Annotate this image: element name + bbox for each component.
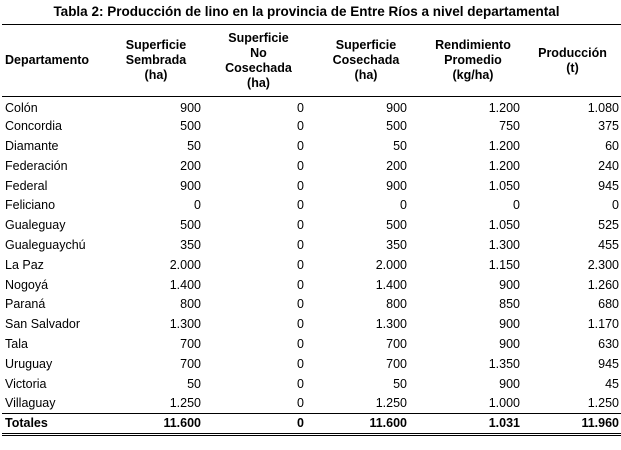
cell-superficie-sembrada: 800 xyxy=(180,297,201,312)
table-row xyxy=(2,215,621,235)
total-rendimiento: 1.031 xyxy=(488,416,520,431)
cell-superficie-no-cosechada: 0 xyxy=(297,277,304,292)
cell-superficie-cosechada: 900 xyxy=(386,101,407,116)
header-superficie-sembrada xyxy=(105,25,207,97)
cell-superficie-cosechada: 0 xyxy=(400,198,407,213)
cell-departamento: Gualeguaychú xyxy=(5,237,86,252)
cell-superficie-cosechada: 800 xyxy=(386,297,407,312)
table-row xyxy=(2,314,621,334)
cell-rendimiento: 1.200 xyxy=(488,158,520,173)
cell-produccion: 2.300 xyxy=(587,257,619,272)
cell-produccion: 945 xyxy=(598,356,619,371)
cell-superficie-cosechada: 700 xyxy=(386,356,407,371)
header-row xyxy=(2,25,621,97)
cell-rendimiento: 1.200 xyxy=(488,138,520,153)
header-produccion xyxy=(524,25,621,97)
cell-departamento: Nogoyá xyxy=(5,277,49,292)
cell-superficie-no-cosechada: 0 xyxy=(297,158,304,173)
cell-superficie-no-cosechada: 0 xyxy=(297,178,304,193)
header-departamento xyxy=(2,25,105,97)
cell-superficie-sembrada: 900 xyxy=(180,101,201,116)
table-row xyxy=(2,354,621,374)
table-row xyxy=(2,294,621,314)
table-row xyxy=(2,97,621,117)
header-line: Rendimiento xyxy=(435,38,511,52)
header-line: Departamento xyxy=(5,53,90,67)
cell-departamento: Uruguay xyxy=(5,356,53,371)
header-superficie-no-cosechada xyxy=(207,25,310,97)
cell-superficie-cosechada: 1.400 xyxy=(375,277,407,292)
table-row xyxy=(2,393,621,413)
cell-departamento: La Paz xyxy=(5,257,44,272)
cell-departamento: Gualeguay xyxy=(5,218,66,233)
cell-superficie-cosechada: 50 xyxy=(393,138,407,153)
header-line: (ha) xyxy=(247,75,270,90)
cell-produccion: 455 xyxy=(598,237,619,252)
header-rendimiento-promedio xyxy=(422,25,524,97)
cell-superficie-sembrada: 900 xyxy=(180,178,201,193)
cell-rendimiento: 1.050 xyxy=(488,178,520,193)
cell-departamento: Diamante xyxy=(5,138,59,153)
cell-rendimiento: 900 xyxy=(499,336,520,351)
cell-superficie-sembrada: 2.000 xyxy=(169,257,201,272)
total-superficie-no-cosechada: 0 xyxy=(297,416,304,431)
cell-superficie-no-cosechada: 0 xyxy=(297,138,304,153)
totals-label: Totales xyxy=(5,416,48,431)
cell-rendimiento: 1.150 xyxy=(488,257,520,272)
cell-superficie-no-cosechada: 0 xyxy=(297,356,304,371)
header-line: Superficie xyxy=(125,38,187,52)
cell-departamento: Feliciano xyxy=(5,198,56,213)
cell-rendimiento: 1.300 xyxy=(488,237,520,252)
header-line: No xyxy=(250,45,267,60)
table-row xyxy=(2,255,621,275)
cell-rendimiento: 850 xyxy=(499,297,520,312)
cell-superficie-no-cosechada: 0 xyxy=(297,218,304,233)
cell-departamento: Tala xyxy=(5,336,28,351)
cell-superficie-sembrada: 1.400 xyxy=(169,277,201,292)
table-title: Tabla 2: Producción de lino en la provincia de Entre Ríos a nivel departamental xyxy=(53,4,560,19)
cell-superficie-cosechada: 1.250 xyxy=(375,396,407,411)
cell-superficie-sembrada: 500 xyxy=(180,119,201,134)
cell-superficie-no-cosechada: 0 xyxy=(297,257,304,272)
cell-departamento: Federal xyxy=(5,178,48,193)
table-row xyxy=(2,374,621,394)
table-row xyxy=(2,275,621,295)
header-line: Superficie xyxy=(335,38,397,52)
header-line: Producción xyxy=(538,45,607,60)
cell-rendimiento: 1.050 xyxy=(488,218,520,233)
cell-superficie-no-cosechada: 0 xyxy=(297,119,304,134)
table-row xyxy=(2,176,621,196)
total-superficie-sembrada: 11.600 xyxy=(163,416,201,431)
header-line: Cosechada xyxy=(332,53,400,67)
cell-departamento: Concordia xyxy=(5,119,62,134)
cell-superficie-no-cosechada: 0 xyxy=(297,198,304,213)
header-line: Promedio xyxy=(444,53,502,67)
cell-produccion: 945 xyxy=(598,178,619,193)
cell-superficie-sembrada: 1.300 xyxy=(169,317,201,332)
cell-superficie-no-cosechada: 0 xyxy=(297,297,304,312)
cell-rendimiento: 900 xyxy=(499,277,520,292)
cell-rendimiento: 1.350 xyxy=(488,356,520,371)
cell-produccion: 680 xyxy=(598,297,619,312)
cell-superficie-sembrada: 0 xyxy=(194,198,201,213)
cell-superficie-cosechada: 500 xyxy=(386,218,407,233)
total-superficie-cosechada: 11.600 xyxy=(369,416,407,431)
cell-produccion: 375 xyxy=(598,119,619,134)
total-produccion: 11.960 xyxy=(581,416,619,431)
cell-departamento: Federación xyxy=(5,158,68,173)
header-line: (t) xyxy=(566,60,579,75)
table-row xyxy=(2,334,621,354)
cell-produccion: 1.250 xyxy=(587,396,619,411)
cell-superficie-sembrada: 200 xyxy=(180,158,201,173)
cell-produccion: 60 xyxy=(605,138,619,153)
table-body xyxy=(2,97,621,414)
header-line: (ha) xyxy=(354,68,378,82)
cell-produccion: 525 xyxy=(598,218,619,233)
cell-produccion: 240 xyxy=(598,158,619,173)
table-header xyxy=(2,25,621,97)
cell-superficie-sembrada: 700 xyxy=(180,356,201,371)
cell-superficie-no-cosechada: 0 xyxy=(297,237,304,252)
table-row xyxy=(2,116,621,136)
cell-superficie-no-cosechada: 0 xyxy=(297,396,304,411)
cell-rendimiento: 0 xyxy=(513,198,520,213)
header-line: Superficie xyxy=(228,30,289,45)
cell-superficie-sembrada: 1.250 xyxy=(169,396,201,411)
cell-superficie-sembrada: 500 xyxy=(180,218,201,233)
cell-superficie-cosechada: 500 xyxy=(386,119,407,134)
cell-rendimiento: 1.000 xyxy=(488,396,520,411)
table-row xyxy=(2,195,621,215)
header-superficie-cosechada xyxy=(310,25,422,97)
table-footer xyxy=(2,413,621,434)
cell-produccion: 1.260 xyxy=(587,277,619,292)
table-row xyxy=(2,156,621,176)
header-line: (ha) xyxy=(144,68,168,82)
cell-departamento: San Salvador xyxy=(5,317,81,332)
cell-superficie-cosechada: 350 xyxy=(386,237,407,252)
header-line: Cosechada xyxy=(225,60,292,75)
cell-produccion: 1.170 xyxy=(587,317,619,332)
cell-superficie-cosechada: 50 xyxy=(393,376,407,391)
header-line: Sembrada xyxy=(125,53,187,67)
cell-superficie-cosechada: 200 xyxy=(386,158,407,173)
cell-departamento: Paraná xyxy=(5,297,46,312)
cell-departamento: Villaguay xyxy=(5,396,56,411)
totals-row xyxy=(2,413,621,434)
cell-superficie-no-cosechada: 0 xyxy=(297,336,304,351)
table-row xyxy=(2,136,621,156)
cell-superficie-sembrada: 700 xyxy=(180,336,201,351)
cell-superficie-no-cosechada: 0 xyxy=(297,317,304,332)
cell-superficie-cosechada: 900 xyxy=(386,178,407,193)
cell-superficie-sembrada: 350 xyxy=(180,237,201,252)
cell-produccion: 630 xyxy=(598,336,619,351)
cell-superficie-cosechada: 700 xyxy=(386,336,407,351)
cell-departamento: Victoria xyxy=(5,376,47,391)
cell-superficie-sembrada: 50 xyxy=(187,376,201,391)
table-row xyxy=(2,235,621,255)
cell-superficie-cosechada: 2.000 xyxy=(375,257,407,272)
production-table xyxy=(2,24,621,436)
cell-superficie-no-cosechada: 0 xyxy=(297,101,304,116)
cell-rendimiento: 900 xyxy=(499,376,520,391)
cell-rendimiento: 750 xyxy=(499,119,520,134)
cell-superficie-no-cosechada: 0 xyxy=(297,376,304,391)
cell-departamento: Colón xyxy=(5,101,38,116)
cell-produccion: 0 xyxy=(612,198,619,213)
cell-rendimiento: 900 xyxy=(499,317,520,332)
cell-produccion: 1.080 xyxy=(587,101,619,116)
cell-superficie-sembrada: 50 xyxy=(187,138,201,153)
cell-superficie-cosechada: 1.300 xyxy=(375,317,407,332)
cell-rendimiento: 1.200 xyxy=(488,101,520,116)
cell-produccion: 45 xyxy=(605,376,619,391)
header-line: (kg/ha) xyxy=(452,68,494,82)
